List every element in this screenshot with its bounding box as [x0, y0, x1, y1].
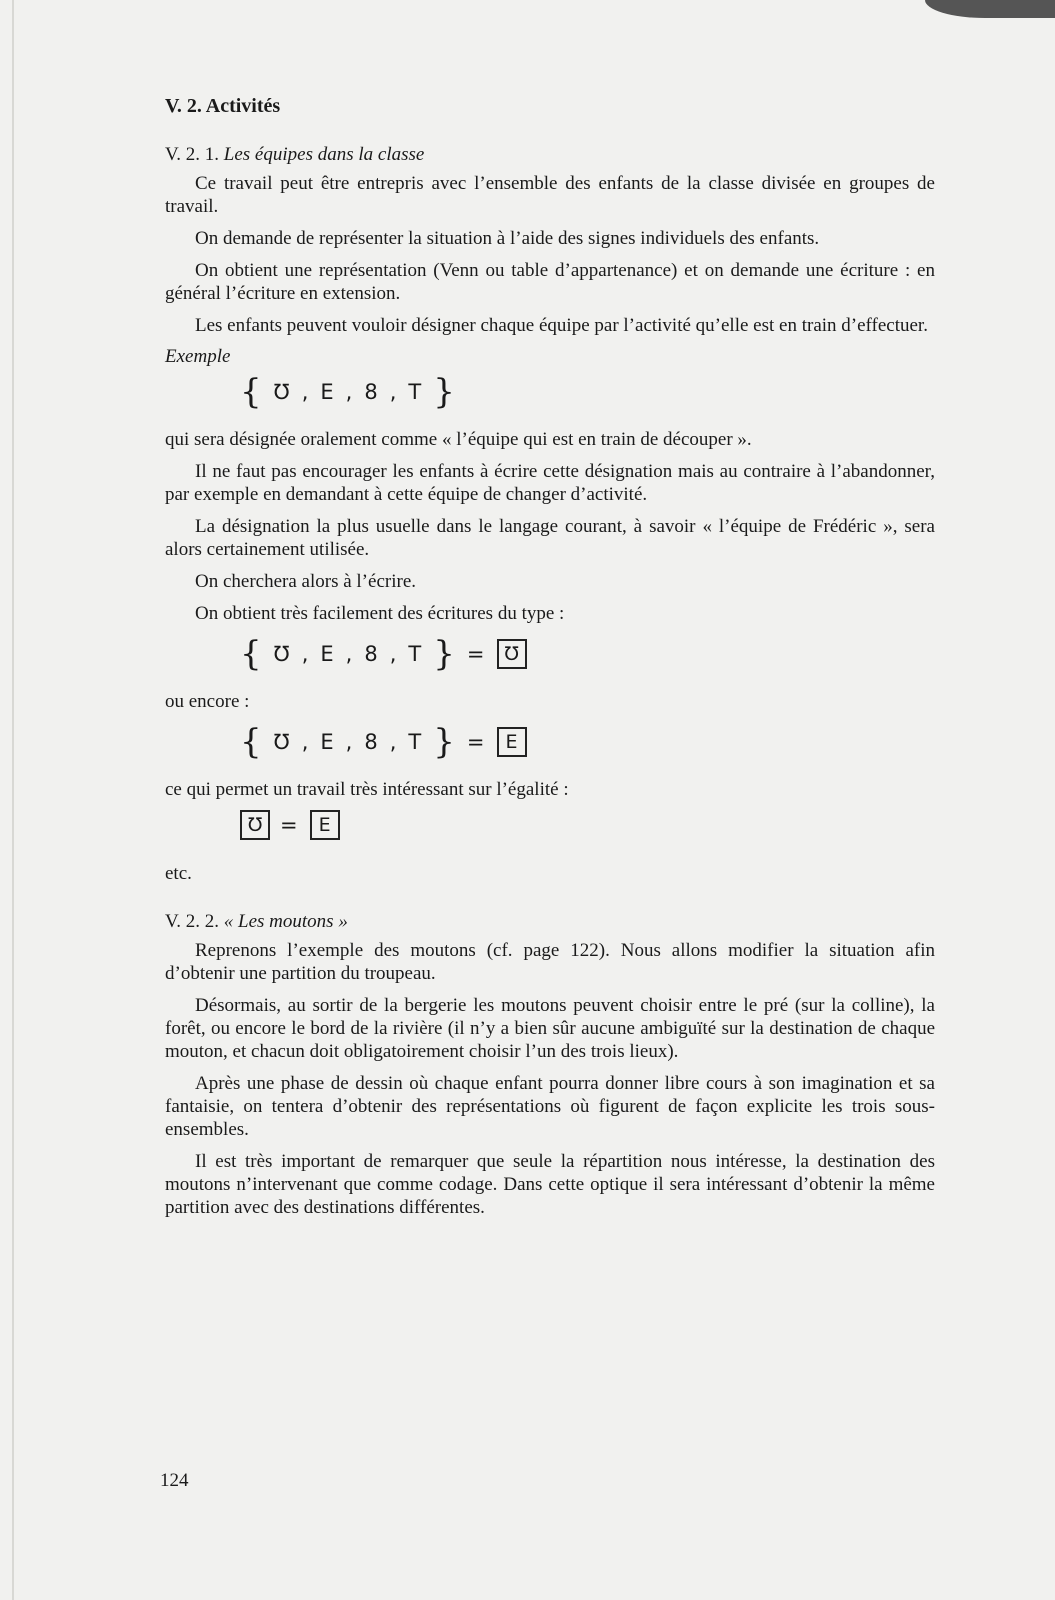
scan-smudge [925, 0, 1055, 18]
paragraph-5: qui sera désignée oralement comme « l’équipe qui est en train de découper ». [165, 429, 752, 450]
subsection-1-heading [165, 144, 935, 166]
paragraph-11: Reprenons l’exemple des moutons (cf. page 122). Nous allons modifier la situation afin d’obtenir une partition du troupeau. [165, 940, 935, 984]
sign-4: T [408, 380, 424, 404]
subsection-1-number: V. 2. 1. [165, 144, 220, 165]
etc-text: etc. [165, 863, 192, 884]
paragraph-1: Ce travail peut être entrepris avec l’ensemble des enfants de la classe divisée en groupes de travail. [165, 173, 935, 217]
paragraph-10: ce qui permet un travail très intéressant sur l’égalité : [165, 779, 569, 800]
subsection-2-number: V. 2. 2. [165, 911, 220, 932]
page-edge [12, 0, 14, 1600]
paragraph-7: La désignation la plus usuelle dans le langage courant, à savoir « l’équipe de Frédéric », sera alors certainement utilisée. [165, 516, 935, 560]
sign-2: E [320, 380, 336, 404]
paragraph-14: Il est très important de remarquer que seule la répartition nous intéresse, la destination des moutons n’intervenant que comme codage. Dans cette optique il sera intéressant d’obtenir la même partition avec des destinations différentes. [165, 1151, 935, 1218]
exemple-label: Exemple [165, 346, 231, 367]
equals-sign: = [466, 642, 487, 666]
paragraph-4: Les enfants peuvent vouloir désigner chaque équipe par l’activité qu’elle est en train d’effectuer. [195, 315, 928, 336]
team-letter-box: E [497, 727, 527, 757]
paragraph-12: Désormais, au sortir de la bergerie les moutons peuvent choisir entre le pré (sur la colline), la forêt, ou encore le bord de la rivière (il n’y a bien sûr aucune ambiguïté sur la destination de chaque mouton, et chacun doit obligatoirement choisir l’un des trois lieux). [165, 995, 935, 1062]
equality-expression: ℧ = E [240, 810, 935, 840]
paragraph-8: On cherchera alors à l’écrire. [195, 571, 416, 592]
page-number: 124 [160, 1470, 189, 1491]
ou-encore-text: ou encore : [165, 691, 250, 712]
set-expression-1: { ℧ , E , 8 , T } [240, 372, 457, 412]
section-title: V. 2. Activités [165, 95, 281, 117]
brace-open: { [240, 372, 264, 412]
subsection-2-title: « Les moutons » [223, 911, 348, 932]
paragraph-2: On demande de représenter la situation à l’aide des signes individuels des enfants. [195, 228, 820, 249]
paragraph-6: Il ne faut pas encourager les enfants à écrire cette désignation mais au contraire à l’abandonner, par exemple en demandant à cette équipe de changer d’activité. [165, 461, 935, 505]
page-content [165, 95, 935, 1228]
subsection-2-heading [165, 911, 935, 933]
paragraph-3: On obtient une représentation (Venn ou table d’appartenance) et on demande une écriture : en général l’écriture en extension. [165, 260, 935, 304]
sign-3: 8 [364, 380, 380, 404]
brace-close: } [433, 372, 457, 412]
paragraph-9: On obtient très facilement des écritures du type : [195, 603, 565, 624]
set-expression-3: { ℧ , E , 8 , T } = E [240, 722, 935, 762]
team-sign-box: ℧ [497, 639, 527, 669]
sign-1: ℧ [273, 380, 292, 404]
set-expression-2: { ℧ , E , 8 , T } = ℧ [240, 634, 935, 674]
paragraph-13: Après une phase de dessin où chaque enfant pourra donner libre cours à son imagination et sa fantaisie, on tentera d’obtenir des représentations où figurent de façon explicite les trois sous-ensembles. [165, 1073, 935, 1140]
subsection-1-title: Les équipes dans la classe [223, 144, 425, 165]
